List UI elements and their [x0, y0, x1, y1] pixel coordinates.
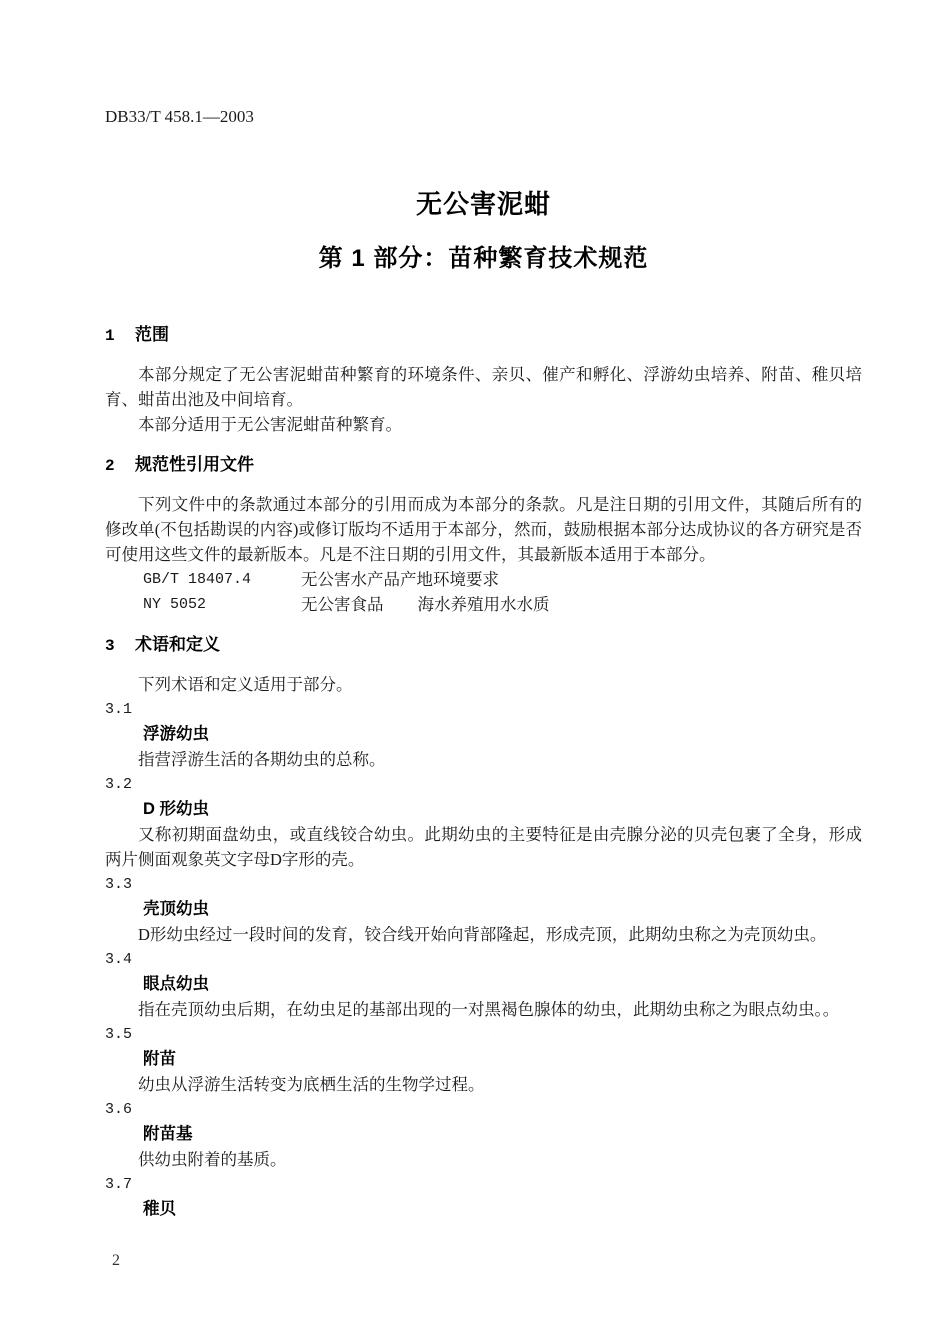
- term-number: 3.5: [105, 1026, 133, 1043]
- term-definition: 幼虫从浮游生活转变为底栖生活的生物学过程。: [138, 1075, 485, 1094]
- reference-subtitle: 海水养殖用水水质: [417, 595, 550, 614]
- section-2-heading: [105, 452, 862, 479]
- section-2-title: 规范性引用文件: [135, 455, 254, 474]
- doc-number: DB33/T 458.1—2003: [105, 107, 254, 126]
- term-number: 3.1: [105, 701, 133, 718]
- section-1-paragraph-2: 本部分适用于无公害泥蚶苗种繁育。: [138, 415, 402, 434]
- section-2-paragraph-1: 下列文件中的条款通过本部分的引用而成为本部分的条款。凡是注日期的引用文件，其随后所有的修改单(不包括勘误的内容)或修订版均不适用于本部分，然而，鼓励根据本部分达成协议的各方研究是否可使用这些文件的最新版本。凡是不注日期的引用文件，其最新版本适用于本部分。: [105, 495, 862, 564]
- page-number: 2: [112, 1252, 120, 1269]
- section-1-title: 范围: [135, 325, 169, 344]
- term-definition: 又称初期面盘幼虫，或直线铰合幼虫。此期幼虫的主要特征是由壳腺分泌的贝壳包裹了全身，形成两片侧面观象英文字母D字形的壳。: [105, 825, 862, 869]
- term-number: 3.6: [105, 1101, 133, 1118]
- section-2-number: 2: [105, 457, 115, 475]
- section-3-number: 3: [105, 637, 115, 655]
- term-number: 3.3: [105, 876, 133, 893]
- term-name: 眼点幼虫: [143, 975, 209, 993]
- term-name: 壳顶幼虫: [143, 900, 209, 918]
- term-number: 3.2: [105, 776, 133, 793]
- term-definition: 指在壳顶幼虫后期，在幼虫足的基部出现的一对黑褐色腺体的幼虫，此期幼虫称之为眼点幼虫。。: [138, 1000, 840, 1019]
- reference-title: 无公害水产品产地环境要求: [301, 570, 499, 589]
- section-3-title: 术语和定义: [135, 635, 220, 654]
- section-1-heading: [105, 322, 862, 349]
- reference-title: 无公害食品: [301, 595, 384, 614]
- term-name: D 形幼虫: [143, 800, 209, 818]
- reference-row: [105, 592, 862, 617]
- term-definition: 指营浮游生活的各期幼虫的总称。: [138, 750, 386, 769]
- term-number: 3.7: [105, 1176, 133, 1193]
- term-name: 附苗基: [143, 1125, 193, 1143]
- reference-code: GB/T 18407.4: [143, 571, 252, 588]
- section-3-intro: 下列术语和定义适用于部分。: [138, 675, 353, 694]
- section-1-paragraph-1: 本部分规定了无公害泥蚶苗种繁育的环境条件、亲贝、催产和孵化、浮游幼虫培养、附苗、稚贝培育、蚶苗出池及中间培育。: [105, 365, 862, 409]
- term-name: 附苗: [143, 1050, 176, 1068]
- term-definition: D形幼虫经过一段时间的发育，铰合线开始向背部隆起，形成壳顶，此期幼虫称之为壳顶幼虫。: [138, 925, 827, 944]
- term-name: 浮游幼虫: [143, 725, 209, 743]
- term-name: 稚贝: [143, 1200, 176, 1218]
- section-3-heading: [105, 632, 862, 659]
- reference-code: NY 5052: [143, 596, 207, 613]
- term-number: 3.4: [105, 951, 133, 968]
- term-definition: 供幼虫附着的基质。: [138, 1150, 287, 1169]
- reference-row: [105, 567, 862, 592]
- document-title: 无公害泥蚶: [415, 189, 551, 219]
- document-subtitle: 第 1 部分：苗种繁育技术规范: [318, 245, 649, 272]
- section-1-number: 1: [105, 327, 115, 345]
